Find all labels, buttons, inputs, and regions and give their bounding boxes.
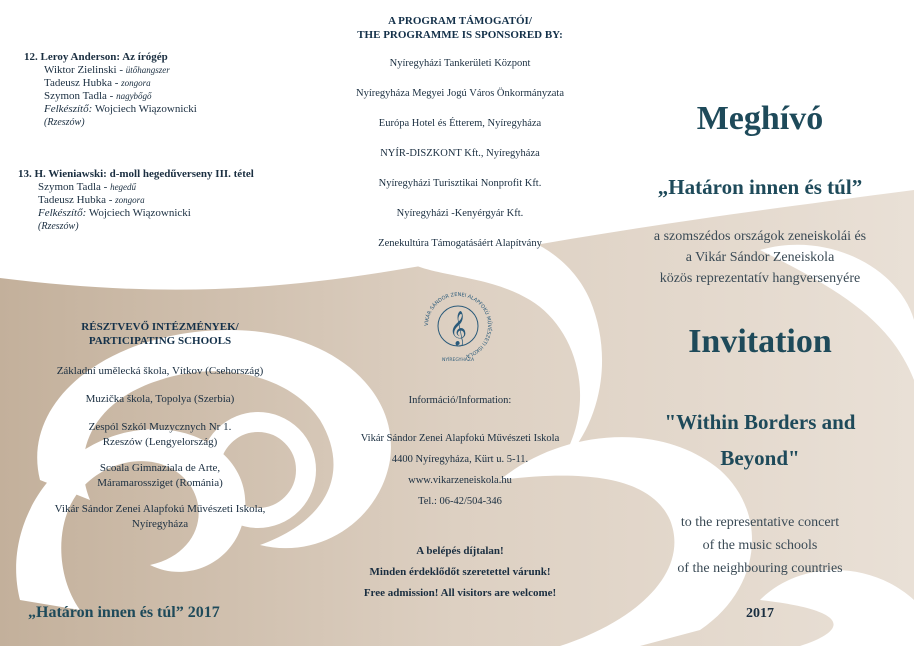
en-description: to the representative concert of the music schools of the neighbouring countries [677,515,843,576]
left-footer-title: „Határon innen és túl” 2017 [28,604,220,621]
free-admission-section [300,541,620,604]
info-link[interactable]: www.vikarzeneiskola.hu [408,475,512,486]
info-label: Információ/Information: [408,395,512,406]
sponsors-title-en: THE PROGRAMME IS SPONSORED BY: [357,29,563,41]
schools-list [10,364,310,532]
hu-subtitle: „Határon innen és túl” [657,175,863,199]
performer-line: Szymon Tadla - hegedű [38,181,137,193]
sponsor-item: Zenekultúra Támogatásáért Alapítvány [378,238,542,249]
info-line: Vikár Sándor Zenei Alapfokú Művészeti Iskola [360,433,560,444]
sponsor-item: Nyíregyházi Tankerületi Központ [389,58,531,69]
preparer-line: Felkészítő: Wojciech Wiązownicki [44,103,197,115]
school-item: Scoala Gimnaziala de Arte, Máramarossziget (Románia) [97,462,223,489]
program-item-12 [24,51,304,129]
free-line: A belépés díjtalan! [416,545,504,557]
school-item: Základní umělecká škola, Vítkov (Csehország) [56,365,264,377]
free-line: Free admission! All visitors are welcome! [363,587,557,599]
school-logo [418,286,498,366]
logo-treble-clef-icon: 𝄞 [449,311,467,346]
program-12-title: 12. Leroy Anderson: Az írógép [24,51,168,63]
hu-description: a szomszédos országok zeneiskolái és a Vikár Sándor Zeneiskola közös reprezentatív hangversenyére [653,229,867,286]
info-line: Tel.: 06-42/504-346 [418,496,502,507]
year: 2017 [746,606,774,621]
performer-line: Tadeusz Hubka - zongora [38,194,145,206]
performer-line: Tadeusz Hubka - zongora [44,77,151,89]
preparer-line: Felkészítő: Wojciech Wiązownicki [38,207,191,219]
program-13-title: 13. H. Wieniawski: d-moll hegedűverseny III. tétel [18,168,254,180]
info-section [310,395,610,512]
sponsor-item: Európa Hotel és Étterem, Nyíregyháza [378,118,542,129]
hu-title: Meghívó [696,100,824,137]
schools-title-hu: RÉSZTVEVŐ INTÉZMÉNYEK/ [81,321,239,333]
school-item: Vikár Sándor Zenei Alapfokú Művészeti Iskola, Nyíregyháza [54,503,266,530]
sponsor-item: Nyíregyháza Megyei Jogú Város Önkormányzata [356,88,564,99]
schools-title-en: PARTICIPATING SCHOOLS [88,335,232,347]
info-lines [310,428,610,512]
school-item: Zespól Szkól Muzycznych Nr 1. Rzeszów (Lengyelország) [88,421,232,448]
sponsor-item: Nyíregyházi -Kenyérgyár Kft. [396,208,524,219]
info-line: 4400 Nyíregyháza, Kürt u. 5-11. [391,454,529,465]
sponsors-title-hu: A PROGRAM TÁMOGATÓI/ [388,15,532,27]
free-line: Minden érdeklődőt szeretettel várunk! [369,566,551,578]
svg-text:NYÍREGYHÁZA: NYÍREGYHÁZA [441,358,475,363]
preparer-city: (Rzeszów) [44,117,85,128]
en-subtitle: "Within Borders and Beyond" [664,410,856,470]
preparer-city: (Rzeszów) [38,221,79,232]
performer-line: Szymon Tadla - nagybőgő [44,90,152,102]
performer-line: Wiktor Zielinski - ütőhangszer [44,64,170,76]
svg-text:VIKÁR SÁNDOR ZENEI ALAPFOKÚ MŰ: VIKÁR SÁNDOR ZENEI ALAPFOKÚ MŰVÉSZETI ISKOLA [423,291,493,359]
sponsor-item: NYÍR-DISZKONT Kft., Nyíregyháza [380,148,540,159]
school-item: Muzička škola, Topolya (Szerbia) [85,393,235,405]
schools-section [10,320,310,532]
sponsor-list [310,58,610,268]
sponsor-item: Nyíregyházi Turisztikai Nonprofit Kft. [378,178,542,189]
sponsors-section [310,14,610,268]
en-title: Invitation [688,323,832,360]
program-item-13 [18,168,308,233]
